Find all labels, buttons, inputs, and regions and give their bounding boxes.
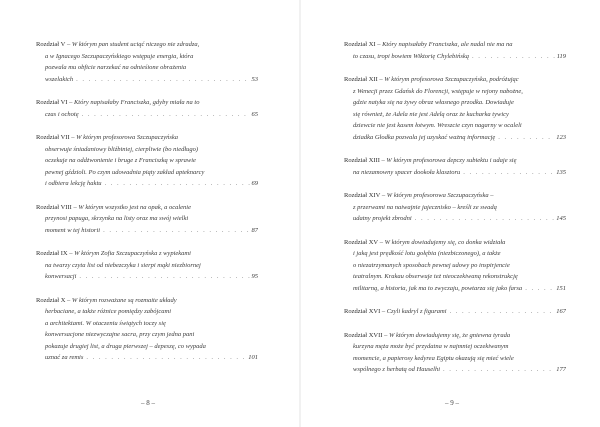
toc-entry-chapter-10 [36,295,258,364]
chapter-desc-line: herbaciane, a także różnice pomiędzy zabójcami [45,308,172,315]
dot-leader [450,306,555,318]
toc-entry-chapter-15 [344,237,566,295]
chapter-desc-line: konwersacjone niezwyczajne sacra, przy czym jedna pani [45,331,195,338]
chapter-desc-line: się również, że Adela nie jest Adelą oraz że kucharka tywicy [353,110,509,118]
toc-entry-chapter-5 [36,39,258,85]
toc-entry-chapter-6 [36,97,258,120]
chapter-desc-line: – W którym profesorowa Szczupaczyńska, podróżując [377,76,519,83]
chapter-title: Rozdział V [36,41,66,48]
toc-entry-chapter-7 [36,132,258,190]
chapter-desc-line: – W którym dowiadujemy się, że gniewna tyrada [382,331,511,339]
chapter-desc-line: dziadka Głodka pozwala jej uzyskać ważną informację [353,133,496,141]
chapter-desc-line: a architektami. W otaczeniu świątych toczy się [45,319,166,327]
chapter-desc-line: z Wenecji przez Gdańsk do Florencji, wstępuje w rejony nabożne, [353,87,523,95]
book-gutter [299,0,301,427]
toc-entry-chapter-17 [344,330,566,376]
chapter-desc-line: i jaką jest prędkość lotu gołębia (niezbiczonego), a także [353,250,501,257]
toc-entry-chapter-13 [344,155,566,178]
page-number: 123 [556,133,566,141]
chapter-desc-line: na twarzy czyta list od niebezczyka i sierpi mąki niezbiornej [45,261,201,269]
chapter-desc-line: – W którym Zofia Szczupaczyńska z wypiekami [67,250,191,257]
page-folio: – 8 – [141,399,155,407]
chapter-desc-line: obserwuje śniadaniowy bliźbiniej, cierpliwie (bo niedługo) [45,145,199,153]
page-number: 69 [251,180,258,187]
page-number: 53 [251,75,258,83]
left-page [0,0,296,427]
chapter-desc-line: konwersacji [45,273,77,280]
chapter-title: Rozdział XII [344,76,378,83]
chapter-desc-line: pewnej gździoli. Po czym udowadnia piąty zakład apteknarcy [45,168,205,176]
chapter-desc-line: pokazuje drugiej list, a druga pierwszej – depeszę, co wypada [45,342,206,350]
chapter-title: Rozdział VIII [36,203,72,211]
dot-leader [79,271,249,283]
chapter-desc-line: o niezatrzymanych sposobach pewnej udowy po inspirjencie [353,261,510,269]
chapter-title: Rozdział XVI [344,308,381,315]
chapter-desc-line: – W którym pan student uciąć niczego nie zdradza, [65,41,200,48]
toc-entry-chapter-12 [344,74,566,143]
chapter-desc-line: na niezamowny spacer dookoła klasztoru [353,168,461,176]
dot-leader [463,167,554,179]
page-number: 151 [556,284,566,292]
chapter-desc-line: udatny projekt zbrodni [353,215,412,222]
page-number: 177 [556,366,566,373]
chapter-desc-line: – W którym dowiadujemy się, co donka widziała [378,238,506,246]
dot-leader [498,132,554,144]
chapter-desc-line: – W którym profesorowa Szczupaczyńska – [380,192,494,199]
chapter-desc-line: – W którym wszystko jest na opak, a ocalenie [71,203,191,211]
chapter-desc-line: – W którym rozważane są rozmaite układy [65,296,177,304]
page-number: 87 [251,226,258,234]
dot-leader [103,225,249,237]
chapter-desc-line: wspólnego z herbatą od Hauselhi [353,366,441,373]
page-number: 65 [251,110,258,118]
chapter-desc-line: – Który napisałaby Franciszka, ale nadal nie ma na [375,41,513,48]
chapter-title: Rozdział VII [36,134,70,141]
chapter-title: Rozdział X [36,296,66,304]
dot-leader [86,352,246,364]
page-number: 119 [556,52,566,60]
chapter-title: Rozdział IX [36,250,68,257]
dot-leader [105,178,250,190]
page-folio: – 9 – [445,399,459,407]
chapter-title: Rozdział XIV [344,192,381,199]
chapter-desc-line: teatralnym. Krakau obserwuje też nieoczekiwaną rekonstrukcję [353,273,518,280]
toc-list [344,39,566,388]
chapter-title: Rozdział XVII [344,331,383,339]
toc-entry-chapter-14 [344,190,566,225]
toc-entry-chapter-8 [36,202,258,237]
toc-entry-chapter-9 [36,248,258,283]
chapter-desc-line: – Który napisałaby Franciszka, gdyby miała na to [67,99,200,106]
chapter-desc-line: z przerwami na naiwajnie jajecznisko – kreśli ze swadą [353,203,497,211]
chapter-desc-line: wszelakich [45,75,74,83]
page-number: 167 [556,308,566,315]
chapter-desc-line: czas i ochotę [45,110,79,118]
page-number: 135 [556,168,566,176]
page-number: 145 [556,215,566,222]
chapter-desc-line: gdzie natyka się na żywy obraz własnego przodka. Dowiaduje [353,99,514,106]
chapter-desc-line: – W którym profesorowa depczy subiektu i udaje się [379,157,517,164]
chapter-desc-line: a w Ignacego Szczupaczyńskiego wstępuje energia, która [45,52,194,60]
dot-leader [82,109,250,121]
dot-leader [525,283,554,295]
chapter-title: Rozdział XI [344,41,376,48]
chapter-desc-line: to czasu, tropi bowiem Wiktorię Chylebińską [353,52,470,60]
chapter-title: Rozdział VI [36,99,68,106]
chapter-desc-line: momencie, a papierosy kedyrea Egiptu okazują się mieć wiele [353,354,514,362]
chapter-title: Rozdział XV [344,238,379,246]
dot-leader [415,213,555,225]
toc-entry-chapter-11 [344,39,566,62]
toc-list [36,39,258,376]
chapter-desc-line: i odbiera lekcję haktu [45,180,102,187]
dot-leader [443,364,554,376]
dot-leader [76,74,249,86]
chapter-desc-line: pozwala mu obficie narzekać na odnieśione obrażenia [45,64,187,71]
chapter-desc-line: moment w tej historii [45,226,101,234]
chapter-desc-line: militarną, a historia, jak ma to zwyczaju, powtarza się jako farsa [353,284,523,292]
chapter-desc-line: uznać za remis [45,354,84,361]
chapter-desc-line: – W którym profesorowa Szczupaczyńska [69,134,179,141]
chapter-desc-line: przynosi papuga, skrzynka na listy oraz ma swój wielki [45,215,189,222]
toc-entry-chapter-16 [344,306,566,318]
chapter-desc-line: oczekuje na oddżwonienie i bruge z Franciszką w sprawie [45,157,196,164]
chapter-title: Rozdział XIII [344,157,380,164]
page-number: 101 [248,354,258,361]
chapter-desc-line: – Czyli kadryl z figurami [380,308,447,315]
chapter-desc-line: kurzyna męża może być przydatna w najmniej oczekiwanym [353,343,509,350]
page-number: 95 [251,273,258,280]
chapter-desc-line: dziewcie nie jest kasem łotwym. Wreszcie czyn nagarny w ocaleli [353,122,522,129]
right-page [304,0,600,427]
dot-leader [472,51,555,63]
